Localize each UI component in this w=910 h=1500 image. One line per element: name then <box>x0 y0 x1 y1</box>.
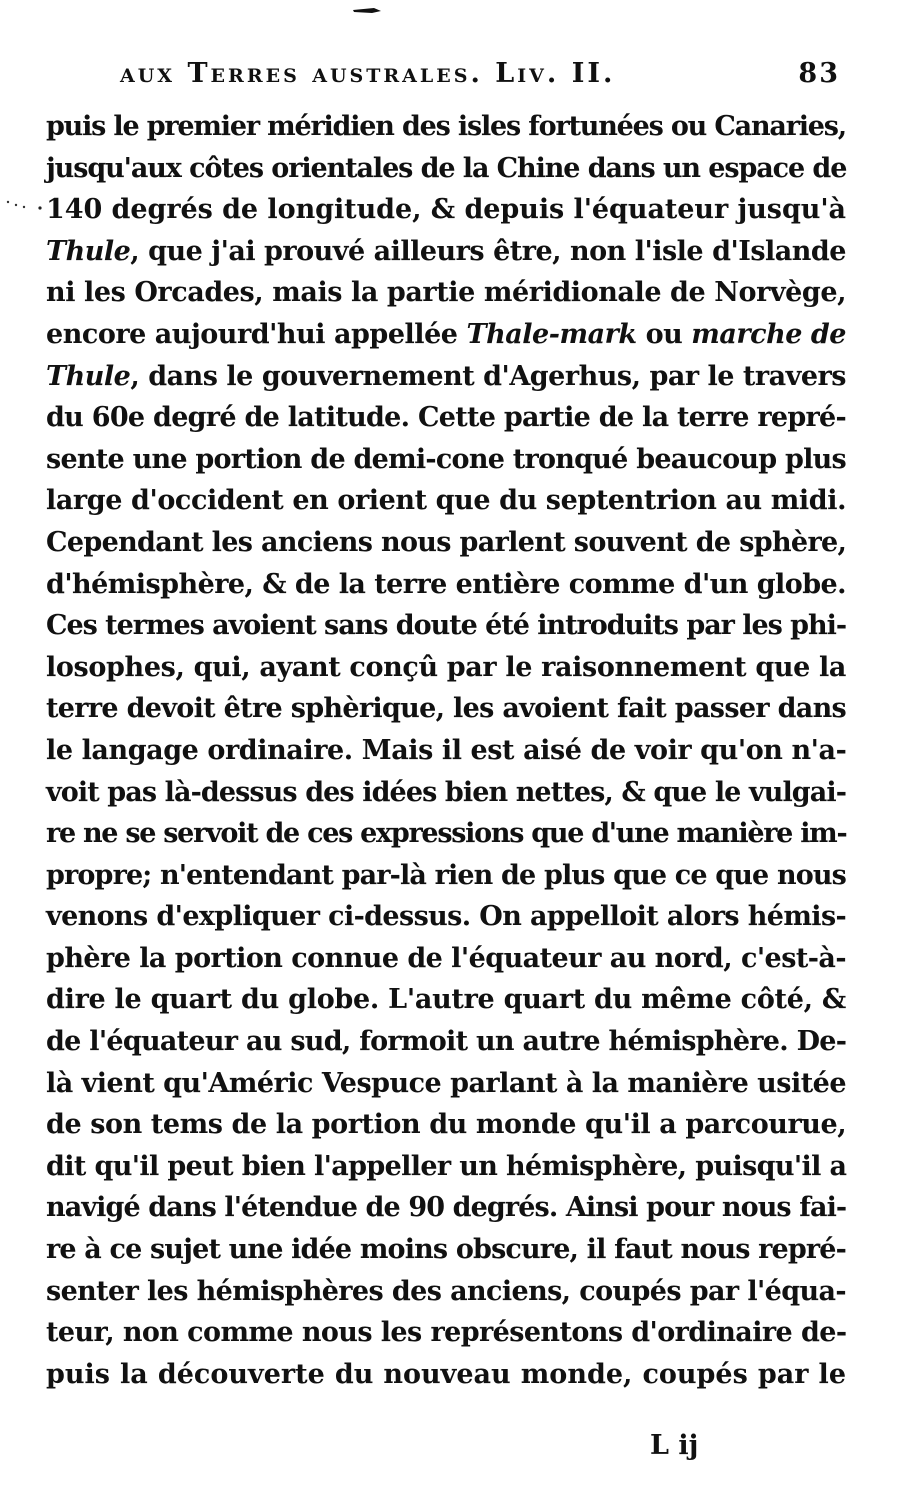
text-segment: de son tems de la portion du monde qu'il a parcourue, <box>46 1109 847 1141</box>
text-line <box>46 647 846 689</box>
text-segment: de l'équateur au sud, formoit un autre hémisphère. De- <box>46 1026 847 1058</box>
text-line <box>46 1187 846 1229</box>
text-segment: le langage ordinaire. Mais il est aisé de voir qu'on n'a- <box>46 734 847 766</box>
italic-text-segment: Thale-mark <box>466 318 637 350</box>
text-line <box>46 106 846 148</box>
text-segment: Ces termes avoient sans doute été introduits par les phi- <box>46 610 846 642</box>
text-segment: puis le premier méridien des isles fortunées ou Canaries, <box>46 111 846 142</box>
text-segment: voit pas là-dessus des idées bien nettes, & que le vulgai- <box>46 776 846 808</box>
text-line <box>46 1146 846 1188</box>
text-line <box>46 439 846 481</box>
text-segment: là vient qu'Améric Vespuce parlant à la manière usitée <box>46 1067 846 1099</box>
text-line <box>46 314 846 356</box>
text-segment: large d'occident en orient que du septentrion au midi. <box>46 485 847 517</box>
text-segment: jusqu'aux côtes orientales de la Chine dans un espace de <box>46 152 847 184</box>
italic-text-segment: Thule <box>46 235 131 267</box>
text-segment: d'hémisphère, & de la terre entière comme d'un globe. <box>46 568 847 600</box>
text-segment: dit qu'il peut bien l'appeller un hémisphère, puisqu'il a <box>46 1150 847 1182</box>
text-line <box>46 231 846 273</box>
stray-ink-marks <box>4 196 44 216</box>
text-line <box>46 1229 846 1271</box>
running-head <box>120 58 840 102</box>
running-title: aux Terres australes. Liv. II. <box>120 58 616 89</box>
page-number: 83 <box>798 58 840 89</box>
text-segment: , que j'ai prouvé ailleurs être, non l'isle d'Islande <box>130 235 846 267</box>
text-segment: terre devoit être sphèrique, les avoient fait passer dans <box>46 693 847 725</box>
text-line <box>46 896 846 938</box>
text-line <box>46 730 846 772</box>
text-segment: propre; n'entendant par-là rien de plus que ce que nous <box>46 859 846 891</box>
text-line <box>46 688 846 730</box>
text-segment: losophes, qui, ayant conçû par le raisonnement que la <box>46 651 847 683</box>
text-line <box>46 480 846 522</box>
ink-mark <box>352 6 382 14</box>
text-line <box>46 813 846 855</box>
text-line <box>46 1021 846 1063</box>
text-line <box>46 1271 846 1313</box>
text-line <box>46 1104 846 1146</box>
text-segment: re ne se servoit de ces expressions que d'une manière im- <box>46 818 847 850</box>
text-segment: , dans le gouvernement d'Agerhus, par le travers <box>130 360 846 392</box>
text-line <box>46 979 846 1021</box>
text-line <box>46 356 846 398</box>
italic-text-segment: Thule <box>46 360 131 392</box>
text-segment: du 60e degré de latitude. Cette partie de la terre repré- <box>46 402 846 434</box>
text-segment: 140 degrés de longitude, & depuis l'équateur jusqu'à <box>46 194 846 226</box>
text-line <box>46 938 846 980</box>
text-line <box>46 564 846 606</box>
text-line <box>46 189 846 231</box>
text-segment: Cependant les anciens nous parlent souvent de sphère, <box>46 526 847 558</box>
text-line <box>46 1354 846 1396</box>
text-line <box>46 855 846 897</box>
text-line <box>46 772 846 814</box>
text-segment: sente une portion de demi-cone tronqué beaucoup plus <box>46 443 846 475</box>
text-line <box>46 148 846 190</box>
text-segment: re à ce sujet une idée moins obscure, il faut nous repré- <box>46 1234 846 1266</box>
italic-text-segment: marche de <box>691 318 846 350</box>
text-segment: teur, non comme nous les représentons d'ordinaire de- <box>46 1317 847 1349</box>
text-line <box>46 397 846 439</box>
text-segment: puis la découverte du nouveau monde, coupés par le <box>46 1358 846 1390</box>
text-segment: encore aujourd'hui appellée <box>46 318 467 350</box>
text-segment: venons d'expliquer ci-dessus. On appelloit alors hémis- <box>46 901 847 933</box>
body-text <box>46 106 846 1395</box>
text-line <box>46 1312 846 1354</box>
text-segment: ou <box>636 318 692 350</box>
signature-mark: L ij <box>650 1430 699 1461</box>
text-segment: senter les hémisphères des anciens, coupés par l'équa- <box>46 1275 846 1307</box>
text-line <box>46 1063 846 1105</box>
text-line <box>46 272 846 314</box>
text-segment: dire le quart du globe. L'autre quart du même côté, & <box>46 984 846 1016</box>
text-line <box>46 522 846 564</box>
text-segment: phère la portion connue de l'équateur au nord, c'est-à- <box>46 942 847 974</box>
text-line <box>46 605 846 647</box>
text-segment: navigé dans l'étendue de 90 degrés. Ainsi pour nous fai- <box>46 1192 847 1224</box>
text-segment: ni les Orcades, mais la partie méridionale de Norvège, <box>46 277 847 309</box>
